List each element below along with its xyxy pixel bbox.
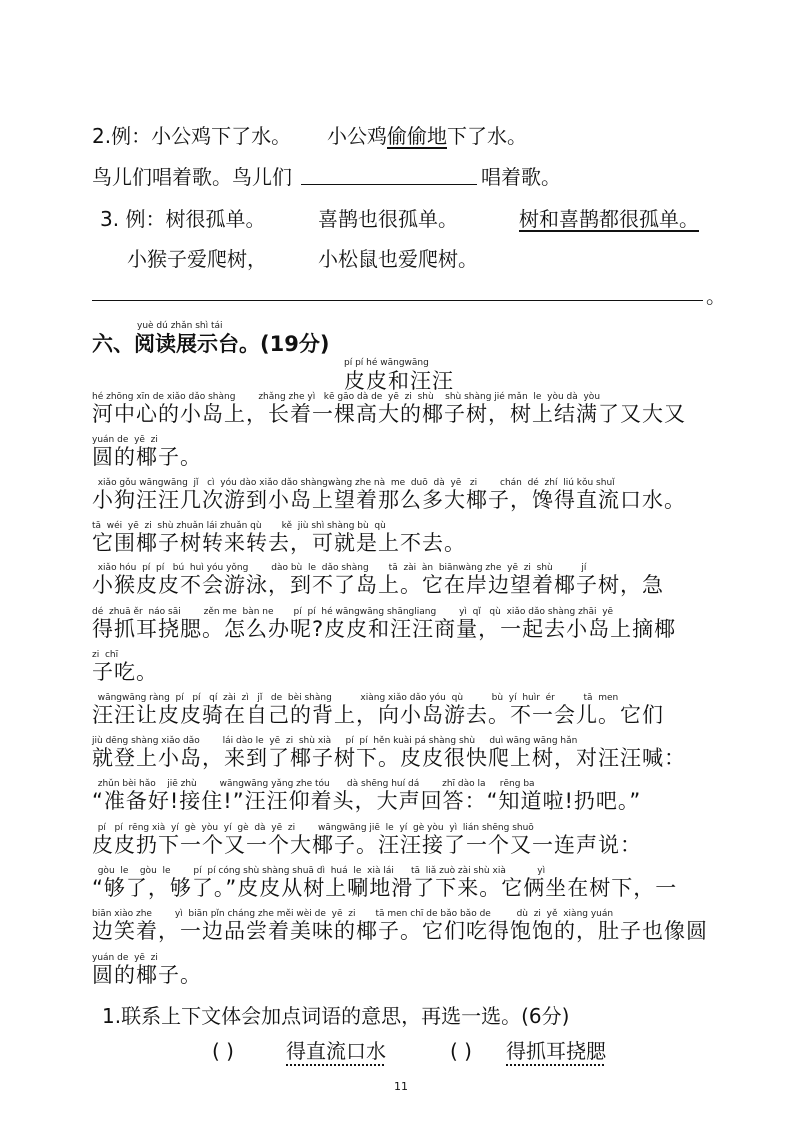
line-pinyin: zhǔn bèi hǎo jiē zhù wāngwāng yǎng zhe tóu dà shēng huí dá zhī dào la rēng ba bbox=[92, 779, 535, 789]
section-title: 六、阅读展示台。(19分) bbox=[92, 332, 330, 356]
passage-title-pinyin: pí pí hé wāngwāng bbox=[344, 358, 429, 368]
page-number: 11 bbox=[394, 1080, 408, 1093]
passage-line: “准备好!接住!”汪汪仰着头，大声回答：“知道啦!扔吧。” bbox=[92, 789, 642, 813]
passage-line: 圆的椰子。 bbox=[92, 445, 202, 469]
ex3-task-a: 小猴子爱爬树， bbox=[127, 247, 267, 271]
passage-line: “够了，够了。”皮皮从树上唰地滑了下来。它俩坐在树下，一 bbox=[92, 876, 678, 900]
line-pinyin: hé zhōng xīn de xiǎo dǎo shàng zhǎng zhe yì kē gāo dà de yē zi shù shù shàng jié mǎn le yòu dà yòu bbox=[92, 392, 601, 402]
passage-line: 它围椰子树转来转去，可就是上不去。 bbox=[92, 531, 466, 555]
line-pinyin: pí pí rēng xià yí gè yòu yí gè dà yē zi wāngwāng jiē le yí gè yòu yì lián shēng shuō bbox=[92, 823, 534, 833]
line-pinyin: biān xiào zhe yì biān pǐn cháng zhe měi wèi de yē zi tā men chī de bǎo bǎo de dù zi yě xiàng yuán bbox=[92, 909, 614, 919]
line-pinyin: yuán de yē zi bbox=[92, 435, 158, 445]
ex3-example-label: 3. 例：树很孤单。 bbox=[100, 207, 266, 231]
ex2-example-label: 2.例：小公鸡下了水。 bbox=[92, 124, 292, 148]
line-pinyin: tā wéi yē zi shù zhuǎn lái zhuǎn qù kě jiù shì shàng bù qù bbox=[92, 521, 386, 531]
line-pinyin: wāngwāng ràng pí pí qí zài zì jǐ de bèi shàng xiàng xiǎo dǎo yóu qù bù yí huìr ér tā men bbox=[92, 693, 619, 703]
passage-line: 得抓耳挠腮。怎么办呢?皮皮和汪汪商量，一起去小岛上摘椰 bbox=[92, 617, 677, 641]
line-pinyin: yuán de yē zi bbox=[92, 953, 158, 963]
ex2-task-b: 唱着歌。 bbox=[481, 165, 561, 189]
line-pinyin: gòu le gòu le pí pí cóng shù shàng shuā dì huá le xià lái tā liǎ zuò zài shù xià yì bbox=[92, 866, 546, 876]
passage-line: 河中心的小岛上，长着一棵高大的椰子树，树上结满了又大又 bbox=[92, 402, 686, 426]
passage-line: 圆的椰子。 bbox=[92, 963, 202, 987]
line-pinyin: dé zhuā ěr náo sāi zěn me bàn ne pí pí hé wāngwāng shāngliang yì qǐ qù xiǎo dǎo shàng zhāi yē bbox=[92, 607, 614, 617]
passage-line: 小狗汪汪几次游到小岛上望着那么多大椰子，馋得直流口水。 bbox=[92, 488, 686, 512]
ex3-example-mid: 喜鹊也很孤单。 bbox=[318, 207, 458, 231]
passage-line: 小猴皮皮不会游泳，到不了岛上。它在岸边望着椰子树，急 bbox=[92, 573, 664, 597]
ex3-task-b: 小松鼠也爱爬树。 bbox=[318, 247, 478, 271]
question1-word-b: 得抓耳挠腮 bbox=[506, 1039, 606, 1063]
passage-line: 边笑着，一边品尝着美味的椰子。它们吃得饱饱的，肚子也像圆 bbox=[92, 919, 708, 943]
passage-line: 子吃。 bbox=[92, 660, 158, 684]
passage-line: 皮皮扔下一个又一个大椰子。汪汪接了一个又一连声说： bbox=[92, 833, 642, 857]
line-pinyin: jiù dēng shàng xiǎo dǎo lái dào le yē zi shù xià pí pí hěn kuài pá shàng shù duì wāng wāng hǎn bbox=[92, 736, 578, 746]
ex2-example-row bbox=[92, 124, 291, 148]
ex3-answer-blank[interactable] bbox=[92, 300, 703, 301]
ex2-task-a: 鸟儿们唱着歌。鸟儿们 bbox=[92, 165, 292, 189]
ex2-answer-blank[interactable] bbox=[301, 184, 477, 185]
passage-title: 皮皮和汪汪 bbox=[344, 369, 454, 393]
ex2-example-answer bbox=[327, 124, 527, 148]
line-pinyin: xiǎo hóu pí pí bú huì yóu yǒng dào bù le dǎo shàng tā zài àn biānwàng zhe yē zi shù jí bbox=[92, 563, 587, 573]
passage-line: 汪汪让皮皮骑在自己的背上，向小岛游去。不一会儿。它们 bbox=[92, 703, 664, 727]
question1-paren-b[interactable]: ( ) bbox=[450, 1039, 472, 1063]
question1-word-a: 得直流口水 bbox=[286, 1039, 386, 1063]
ex3-example-answer: 树和喜鹊都很孤单。 bbox=[519, 207, 699, 231]
line-pinyin: zi chī bbox=[92, 650, 119, 660]
question1-paren-a[interactable]: ( ) bbox=[212, 1039, 234, 1063]
ex2-example-prefix: 小公鸡 bbox=[327, 124, 387, 148]
passage-line: 就登上小岛，来到了椰子树下。皮皮很快爬上树，对汪汪喊： bbox=[92, 746, 686, 770]
section-pinyin: yuè dú zhǎn shì tái bbox=[137, 321, 223, 331]
ex2-example-suffix: 下了水。 bbox=[447, 124, 527, 148]
ex3-end-mark: 。 bbox=[706, 284, 726, 308]
ex2-example-underlined: 偷偷地 bbox=[387, 124, 447, 148]
ex2-task-row bbox=[92, 165, 292, 189]
line-pinyin: xiǎo gǒu wāngwāng jǐ cì yóu dào xiǎo dǎo shàngwàng zhe nà me duō dà yē zi chán dé zhí liú kǒu shuǐ bbox=[92, 478, 615, 488]
question1-prompt: 1.联系上下文体会加点词语的意思，再选一选。(6分) bbox=[102, 1004, 570, 1028]
